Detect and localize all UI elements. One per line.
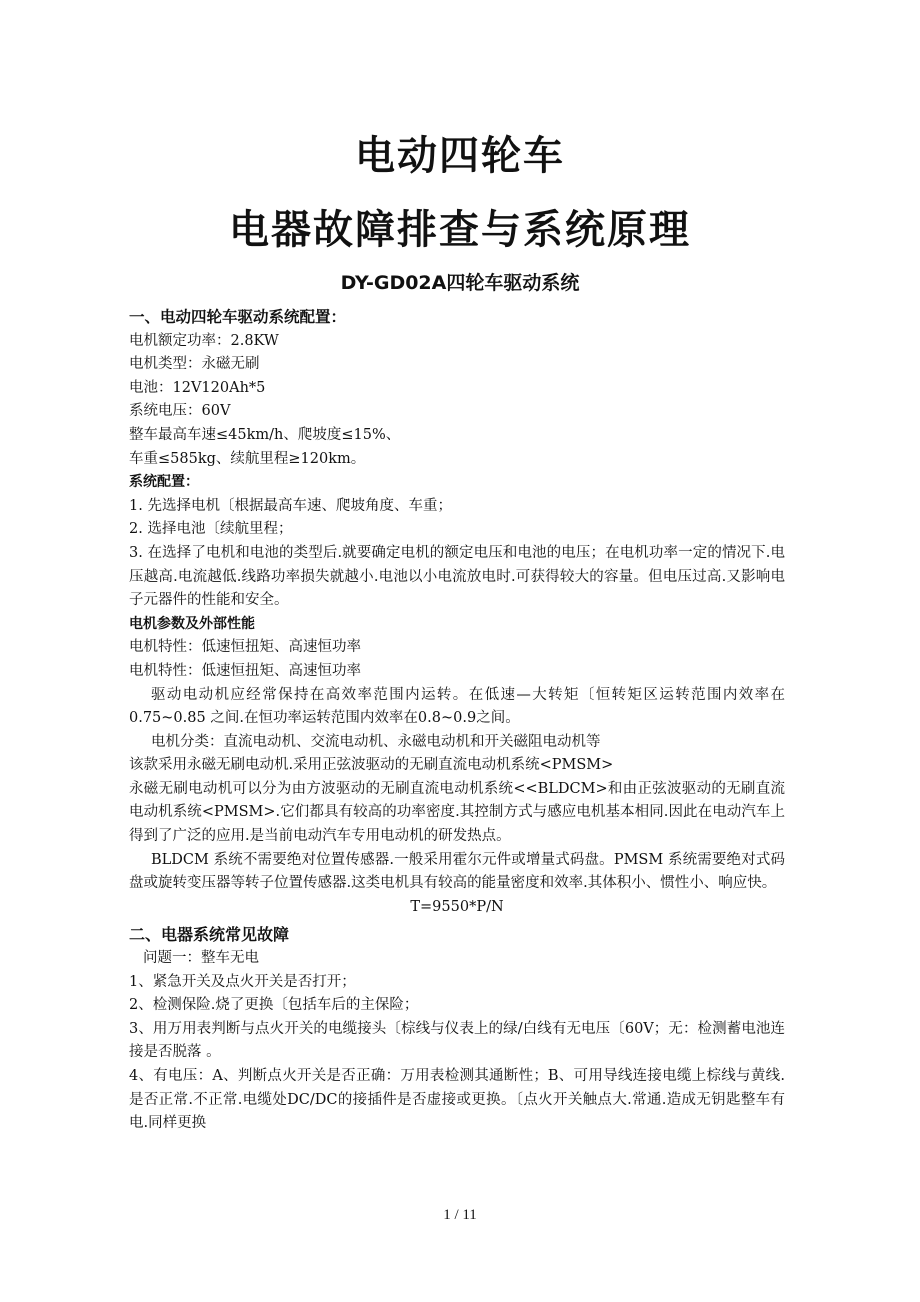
pmsm-paragraph: 该款采用永磁无刷电动机.采用正弦波驱动的无刷直流电动机系统<PMSM> (129, 757, 614, 774)
fault-item: 1、紧急开关及点火开关是否打开； (129, 973, 356, 990)
bldcm-paragraph: 永磁无刷电动机可以分为由方波驱动的无刷直流电动机系统<<BLDCM>和由正弦波驱动的无刷直流电动机系统<PMSM>.它们都具有较高的功率密度.其控制方式与感应电机基本相同.因此在电动汽车上得到了广泛的应用.是当前电动汽车专用电动机的研发热点。 (129, 780, 785, 845)
fault-item: 2、检测保险.烧了更换〔包括车后的主保险； (129, 997, 419, 1014)
system-config-item: 1. 先选择电机〔根据最高车速、爬坡角度、车重； (129, 497, 452, 514)
torque-formula: T=9550*P/N (410, 898, 504, 915)
spec-line: 系统电压：60V (129, 403, 231, 420)
spec-line: 整车最高车速≤45km/h、爬坡度≤15%、 (129, 426, 401, 443)
subtitle: DY-GD02A四轮车驱动系统 (340, 272, 580, 294)
system-config-item: 3. 在选择了电机和电池的类型后.就要确定电机的额定电压和电池的电压；在电机功率一定的情况下.电压越高.电流越低.线路功率损失就越小.电池以小电流放电时.可获得较大的容量。但电压过高.又影响电子元器件的性能和安全。 (129, 544, 785, 609)
page-number: 1 / 11 (443, 1207, 477, 1223)
spec-line: 电机额定功率：2.8KW (129, 332, 279, 349)
motor-types-paragraph: 电机分类：直流电动机、交流电动机、永磁电动机和开关磁阻电动机等 (151, 733, 601, 750)
motor-characteristic: 电机特性：低速恒扭矩、高速恒功率 (129, 662, 361, 679)
section-1-heading: 一、电动四轮车驱动系统配置： (129, 308, 347, 326)
title-line-1: 电动四轮车 (355, 133, 565, 179)
system-config-heading: 系统配置： (129, 474, 199, 491)
problem-heading: 问题一：整车无电 (143, 950, 259, 967)
document-body (129, 306, 785, 1136)
title-line-2: 电器故障排查与系统原理 (229, 207, 691, 253)
efficiency-paragraph: 驱动电动机应经常保持在高效率范围内运转。在低速—大转矩〔恒转矩区运转范围内效率在0.75~0.85 之间.在恒功率运转范围内效率在0.8~0.9之间。 (129, 686, 785, 727)
system-config-item: 2. 选择电池〔续航里程； (129, 521, 293, 538)
sensor-paragraph: BLDCM 系统不需要绝对位置传感器.一般采用霍尔元件或增量式码盘。PMSM 系统需要绝对式码盘或旋转变压器等转子位置传感器.这类电机具有较高的能量密度和效率.其体积小、惯性小、响应快。 (129, 851, 785, 892)
spec-line: 电池：12V120Ah*5 (129, 379, 266, 396)
fault-item: 3、用万用表判断与点火开关的电缆接头〔棕线与仪表上的绿/白线有无电压〔60V；无：检测蓄电池连接是否脱落 。 (129, 1020, 785, 1061)
spec-line: 电机类型：永磁无刷 (129, 356, 260, 373)
motor-params-heading: 电机参数及外部性能 (129, 615, 255, 632)
section-2-heading: 二、电器系统常见故障 (129, 925, 290, 945)
motor-characteristic: 电机特性：低速恒扭矩、高速恒功率 (129, 639, 361, 656)
fault-item: 4、有电压：A、判断点火开关是否正确：万用表检测其通断性；B、可用导线连接电缆上棕线与黄线.是否正常.不正常.电缆处DC/DC的接插件是否虚接或更换。〔点火开关触点大.常通.造成无钥匙整车有电.同样更换 (129, 1068, 785, 1132)
spec-line: 车重≤585kg、续航里程≥120km。 (129, 450, 366, 467)
